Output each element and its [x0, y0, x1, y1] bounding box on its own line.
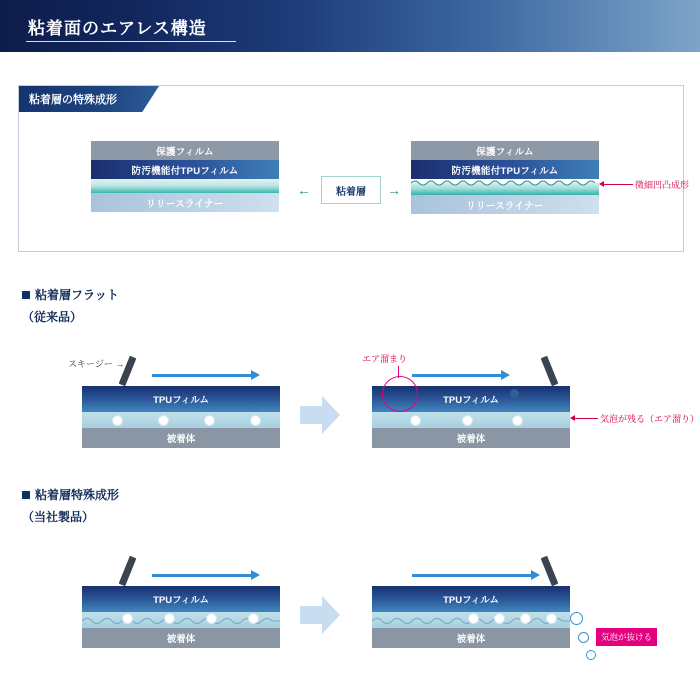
bubble — [204, 415, 215, 426]
callout-remain-label: 気泡が残る（エア溜り） — [600, 414, 700, 424]
section-flat-heading: 粘着層フラット — [22, 286, 119, 303]
layer-tpu-film-left: 防汚機能付TPUフィルム — [91, 160, 279, 179]
bubble — [112, 415, 123, 426]
adhesive-structure-panel — [18, 85, 690, 252]
process-arrow-flat — [300, 396, 340, 434]
callout-line-texture — [603, 184, 633, 185]
bubble-trapped — [510, 389, 519, 398]
arrow-right: → — [387, 182, 401, 198]
escaping-bubble — [578, 632, 589, 643]
title-underline — [26, 41, 236, 42]
scene-flat-before-base: 被着体 — [82, 428, 280, 448]
scene-special-before-film: TPUフィルム — [82, 586, 280, 612]
bullet-square-icon — [22, 291, 30, 299]
page-title: 粘着面のエアレス構造 — [28, 19, 207, 38]
scene-special-after-base: 被着体 — [372, 628, 570, 648]
air-pocket-highlight — [382, 376, 418, 412]
arrow-left: ← — [297, 182, 311, 198]
callout-air-pocket-line — [398, 366, 399, 378]
section-special-heading: 粘着層特殊成形 — [22, 486, 119, 503]
page-header — [0, 0, 700, 52]
bubble — [206, 613, 217, 624]
callout-escape-label: 気泡が抜ける — [596, 628, 657, 646]
direction-arrow-flat-before — [152, 374, 252, 377]
adhesive-layer-label: 粘着層 — [321, 176, 381, 204]
callout-arrow-remain — [570, 415, 575, 421]
layer-protect-film-right: 保護フィルム — [411, 141, 599, 160]
scene-flat-before-film: TPUフィルム — [82, 386, 280, 412]
layer-tpu-film-right: 防汚機能付TPUフィルム — [411, 160, 599, 179]
bubble — [410, 415, 421, 426]
callout-arrow-texture — [599, 181, 604, 187]
escaping-bubble — [570, 612, 583, 625]
bubble — [122, 613, 133, 624]
bubble — [248, 613, 259, 624]
scene-flat-after-base: 被着体 — [372, 428, 570, 448]
bubble — [158, 415, 169, 426]
direction-arrow-special-before — [152, 574, 252, 577]
callout-air-pocket: エア溜まり — [362, 354, 408, 364]
bubble — [468, 613, 479, 624]
process-arrow-special — [300, 596, 340, 634]
layer-release-liner-right: リリースライナー — [411, 195, 599, 214]
direction-arrow-flat-after — [412, 374, 502, 377]
bubble — [512, 415, 523, 426]
scene-flat-after-film: TPUフィルム — [372, 386, 570, 412]
section-flat-subheading: （従来品） — [22, 310, 83, 324]
panel-tab-label: 粘着層の特殊成形 — [29, 94, 117, 106]
scene-special-before — [82, 586, 280, 648]
squeegee-tool-special-after — [541, 556, 559, 586]
scene-flat-before — [82, 386, 280, 448]
bubble — [462, 415, 473, 426]
layer-release-liner-left: リリースライナー — [91, 193, 279, 212]
callout-line-remain — [574, 418, 598, 419]
bubble — [494, 613, 505, 624]
bubble — [546, 613, 557, 624]
squeegee-tool-special-before — [119, 556, 137, 586]
bubble — [164, 613, 175, 624]
scene-special-after-film: TPUフィルム — [372, 586, 570, 612]
bullet-square-icon — [22, 491, 30, 499]
section-special-subheading: （当社製品） — [22, 510, 95, 524]
layer-stack-left — [91, 141, 279, 212]
escaping-bubble — [586, 650, 596, 660]
layer-protect-film-left: 保護フィルム — [91, 141, 279, 160]
callout-texture-label: 微細凹凸成形 — [635, 180, 690, 190]
bubble — [250, 415, 261, 426]
layer-stack-right — [411, 141, 599, 214]
bubble — [520, 613, 531, 624]
layer-adhesive-textured-right — [411, 179, 599, 195]
squeegee-label: スキージー → — [68, 359, 125, 369]
squeegee-tool-flat-after — [541, 356, 559, 386]
scene-special-after — [372, 586, 570, 648]
direction-arrow-special-after — [412, 574, 532, 577]
layer-adhesive-flat-left — [91, 179, 279, 193]
scene-special-before-base: 被着体 — [82, 628, 280, 648]
